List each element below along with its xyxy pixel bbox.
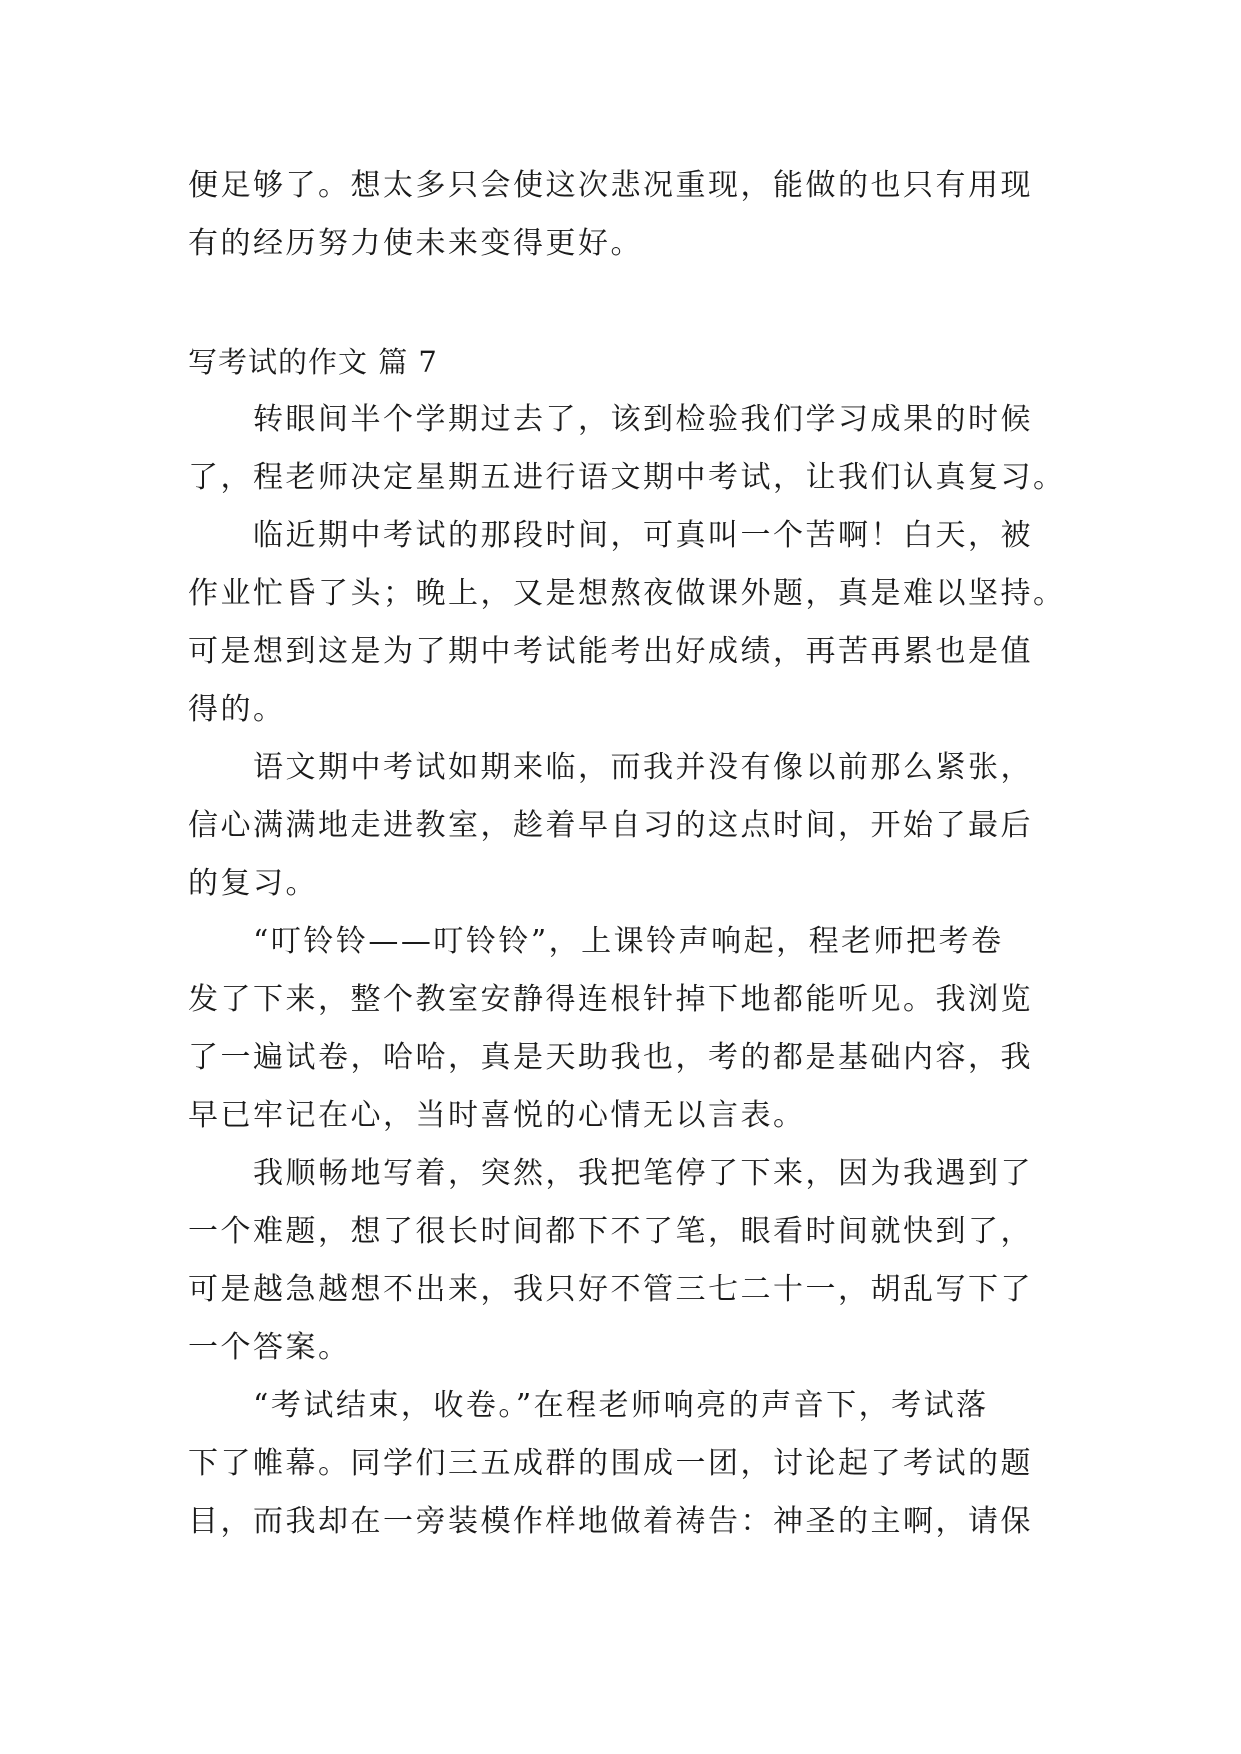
text-line: 语文期中考试如期来临，而我并没有像以前那么紧张， xyxy=(188,750,1033,785)
text-line: 我顺畅地写着，突然，我把笔停了下来，因为我遇到了 xyxy=(188,1156,1033,1191)
text-line: “叮铃铃——叮铃铃”，上课铃声响起，程老师把考卷 xyxy=(188,924,1004,959)
text-line: 可是想到这是为了期中考试能考出好成绩，再苦再累也是值 xyxy=(188,634,1033,669)
text-line: 便足够了。想太多只会使这次悲况重现，能做的也只有用现 xyxy=(188,168,1033,203)
text-line: 早已牢记在心，当时喜悦的心情无以言表。 xyxy=(188,1098,806,1133)
text-line: 了一遍试卷，哈哈，真是天助我也，考的都是基础内容，我 xyxy=(188,1040,1033,1075)
text-line: “考试结束，收卷。”在程老师响亮的声音下，考试落 xyxy=(188,1388,989,1423)
text-line: 一个答案。 xyxy=(188,1330,351,1365)
text-line: 得的。 xyxy=(188,692,286,727)
text-line: 临近期中考试的那段时间，可真叫一个苦啊！白天，被 xyxy=(188,518,1033,553)
text-line: 一个难题，想了很长时间都下不了笔，眼看时间就快到了， xyxy=(188,1214,1033,1249)
text-line: 信心满满地走进教室，趁着早自习的这点时间，开始了最后 xyxy=(188,808,1033,843)
section-heading: 写考试的作文 篇 7 xyxy=(188,345,438,379)
text-line: 下了帷幕。同学们三五成群的围成一团，讨论起了考试的题 xyxy=(188,1446,1033,1481)
text-line: 的复习。 xyxy=(188,866,318,901)
text-line: 了，程老师决定星期五进行语文期中考试，让我们认真复习。 xyxy=(188,460,1066,495)
text-line: 转眼间半个学期过去了，该到检验我们学习成果的时候 xyxy=(188,402,1033,437)
text-line: 发了下来，整个教室安静得连根针掉下地都能听见。我浏览 xyxy=(188,982,1033,1017)
text-line: 作业忙昏了头；晚上，又是想熬夜做课外题，真是难以坚持。 xyxy=(188,576,1066,611)
text-line: 目，而我却在一旁装模作样地做着祷告：神圣的主啊，请保 xyxy=(188,1504,1033,1539)
text-line: 可是越急越想不出来，我只好不管三七二十一，胡乱写下了 xyxy=(188,1272,1033,1307)
text-line: 有的经历努力使未来变得更好。 xyxy=(188,226,643,261)
